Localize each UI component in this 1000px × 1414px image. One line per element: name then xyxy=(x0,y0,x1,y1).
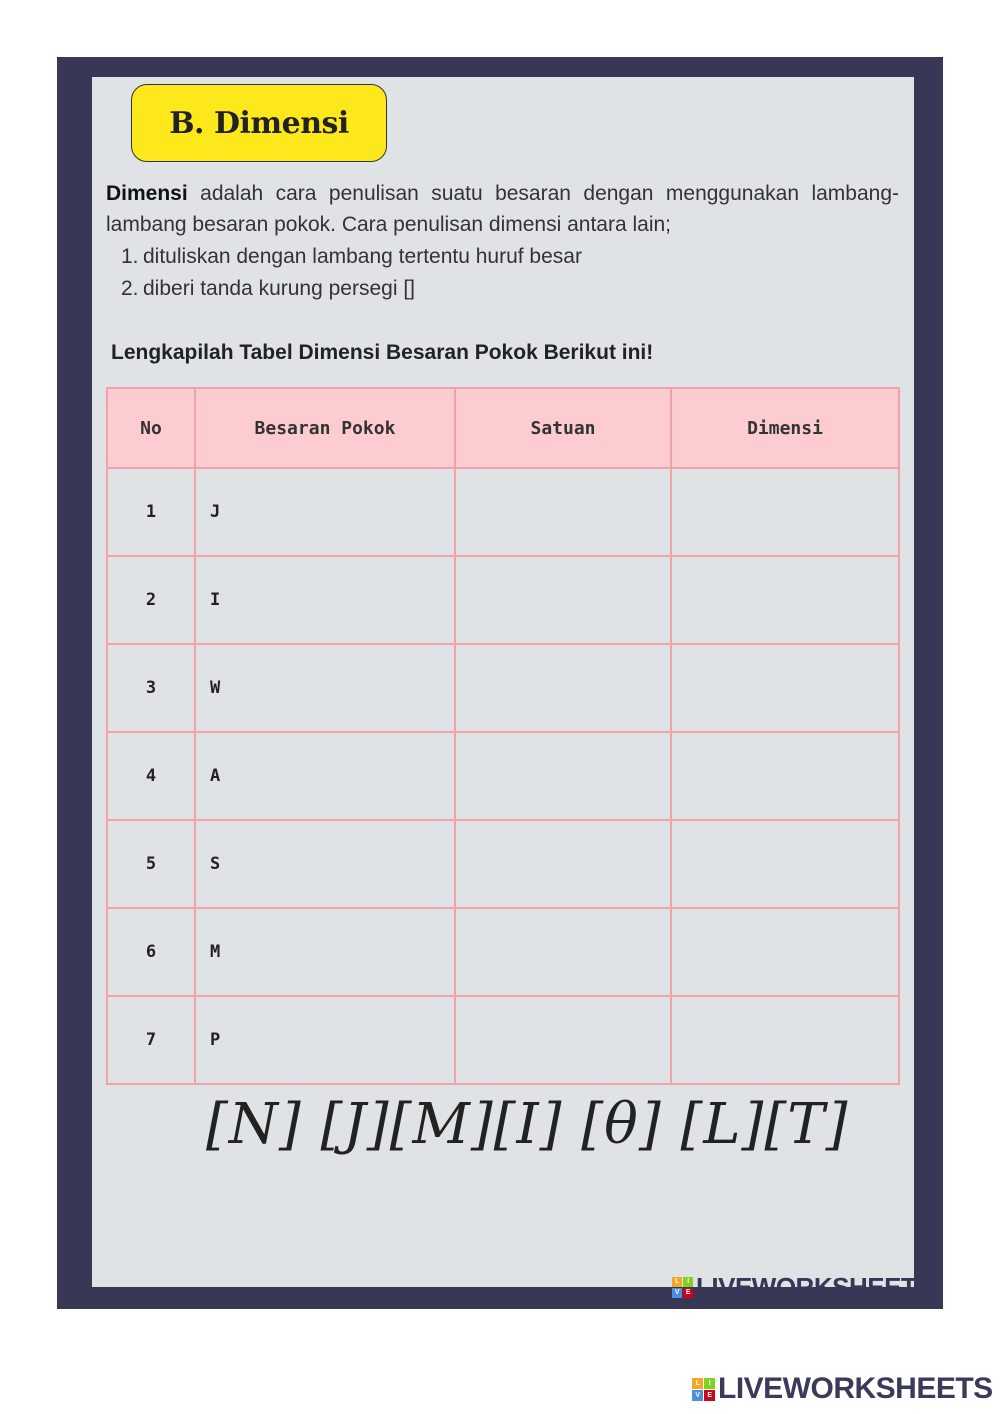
logo-tile: L xyxy=(692,1378,703,1389)
row-number: 5 xyxy=(107,820,195,908)
satuan-answer-cell[interactable] xyxy=(455,732,671,820)
logo-tile: I xyxy=(683,1277,693,1287)
list-item-text: dituliskan dengan lambang tertentu huruf besar xyxy=(143,245,582,268)
table-instruction: Lengkapilah Tabel Dimensi Besaran Pokok Berikut ini! xyxy=(111,341,654,364)
table-row xyxy=(107,820,899,908)
table-row xyxy=(107,468,899,556)
watermark-text: LIVEWORKSHEETS xyxy=(718,1372,993,1405)
satuan-answer-cell[interactable] xyxy=(455,468,671,556)
table-row xyxy=(107,908,899,996)
dimensi-answer-cell[interactable] xyxy=(671,644,899,732)
intro-paragraph xyxy=(106,178,899,240)
logo-tile: E xyxy=(704,1390,715,1401)
row-number: 6 xyxy=(107,908,195,996)
row-besaran-pokok: P xyxy=(195,996,455,1084)
section-title-box xyxy=(131,84,387,162)
row-besaran-pokok: S xyxy=(195,820,455,908)
logo-tile: V xyxy=(692,1390,703,1401)
dimensi-answer-cell[interactable] xyxy=(671,732,899,820)
table-header-row xyxy=(107,388,899,468)
row-besaran-pokok: I xyxy=(195,556,455,644)
header-no: No xyxy=(107,388,195,468)
intro-bold-term: Dimensi xyxy=(106,182,188,205)
intro-text: adalah cara penulisan suatu besaran dengan menggunakan lambang-lambang besaran pokok. Cara penulisan dimensi antara lain; xyxy=(106,182,899,236)
row-number: 3 xyxy=(107,644,195,732)
list-item-text: diberi tanda kurung persegi [] xyxy=(143,277,416,300)
row-number: 1 xyxy=(107,468,195,556)
dimensi-answer-cell[interactable] xyxy=(671,820,899,908)
row-besaran-pokok: J xyxy=(195,468,455,556)
table-row xyxy=(107,996,899,1084)
dimension-symbols-formula: [N] [J][M][I] [θ] [L][T] xyxy=(206,1092,849,1157)
liveworksheets-watermark-inner xyxy=(672,1272,933,1303)
table-row xyxy=(107,556,899,644)
rules-list xyxy=(121,241,582,305)
watermark-text: LIVEWORKSHEETS xyxy=(696,1272,934,1302)
list-item xyxy=(121,241,582,273)
list-item xyxy=(121,273,582,305)
row-number: 4 xyxy=(107,732,195,820)
list-item-number: 1. xyxy=(121,245,139,268)
satuan-answer-cell[interactable] xyxy=(455,644,671,732)
section-title: B. Dimensi xyxy=(169,105,349,141)
table-row xyxy=(107,644,899,732)
row-besaran-pokok: M xyxy=(195,908,455,996)
liveworksheets-logo-icon xyxy=(672,1277,693,1298)
table-row xyxy=(107,732,899,820)
row-besaran-pokok: A xyxy=(195,732,455,820)
liveworksheets-logo-icon xyxy=(692,1378,715,1401)
row-besaran-pokok: W xyxy=(195,644,455,732)
satuan-answer-cell[interactable] xyxy=(455,996,671,1084)
header-dimensi: Dimensi xyxy=(671,388,899,468)
dimensi-answer-cell[interactable] xyxy=(671,556,899,644)
row-number: 2 xyxy=(107,556,195,644)
logo-tile: L xyxy=(672,1277,682,1287)
satuan-answer-cell[interactable] xyxy=(455,556,671,644)
dimensi-answer-cell[interactable] xyxy=(671,908,899,996)
dimensi-answer-cell[interactable] xyxy=(671,468,899,556)
logo-tile: V xyxy=(672,1288,682,1298)
list-item-number: 2. xyxy=(121,277,139,300)
satuan-answer-cell[interactable] xyxy=(455,820,671,908)
satuan-answer-cell[interactable] xyxy=(455,908,671,996)
logo-tile: E xyxy=(683,1288,693,1298)
header-satuan: Satuan xyxy=(455,388,671,468)
dimensi-answer-cell[interactable] xyxy=(671,996,899,1084)
liveworksheets-watermark-footer[interactable] xyxy=(692,1372,993,1406)
dimension-table xyxy=(106,387,900,1085)
row-number: 7 xyxy=(107,996,195,1084)
logo-tile: I xyxy=(704,1378,715,1389)
header-besaran-pokok: Besaran Pokok xyxy=(195,388,455,468)
